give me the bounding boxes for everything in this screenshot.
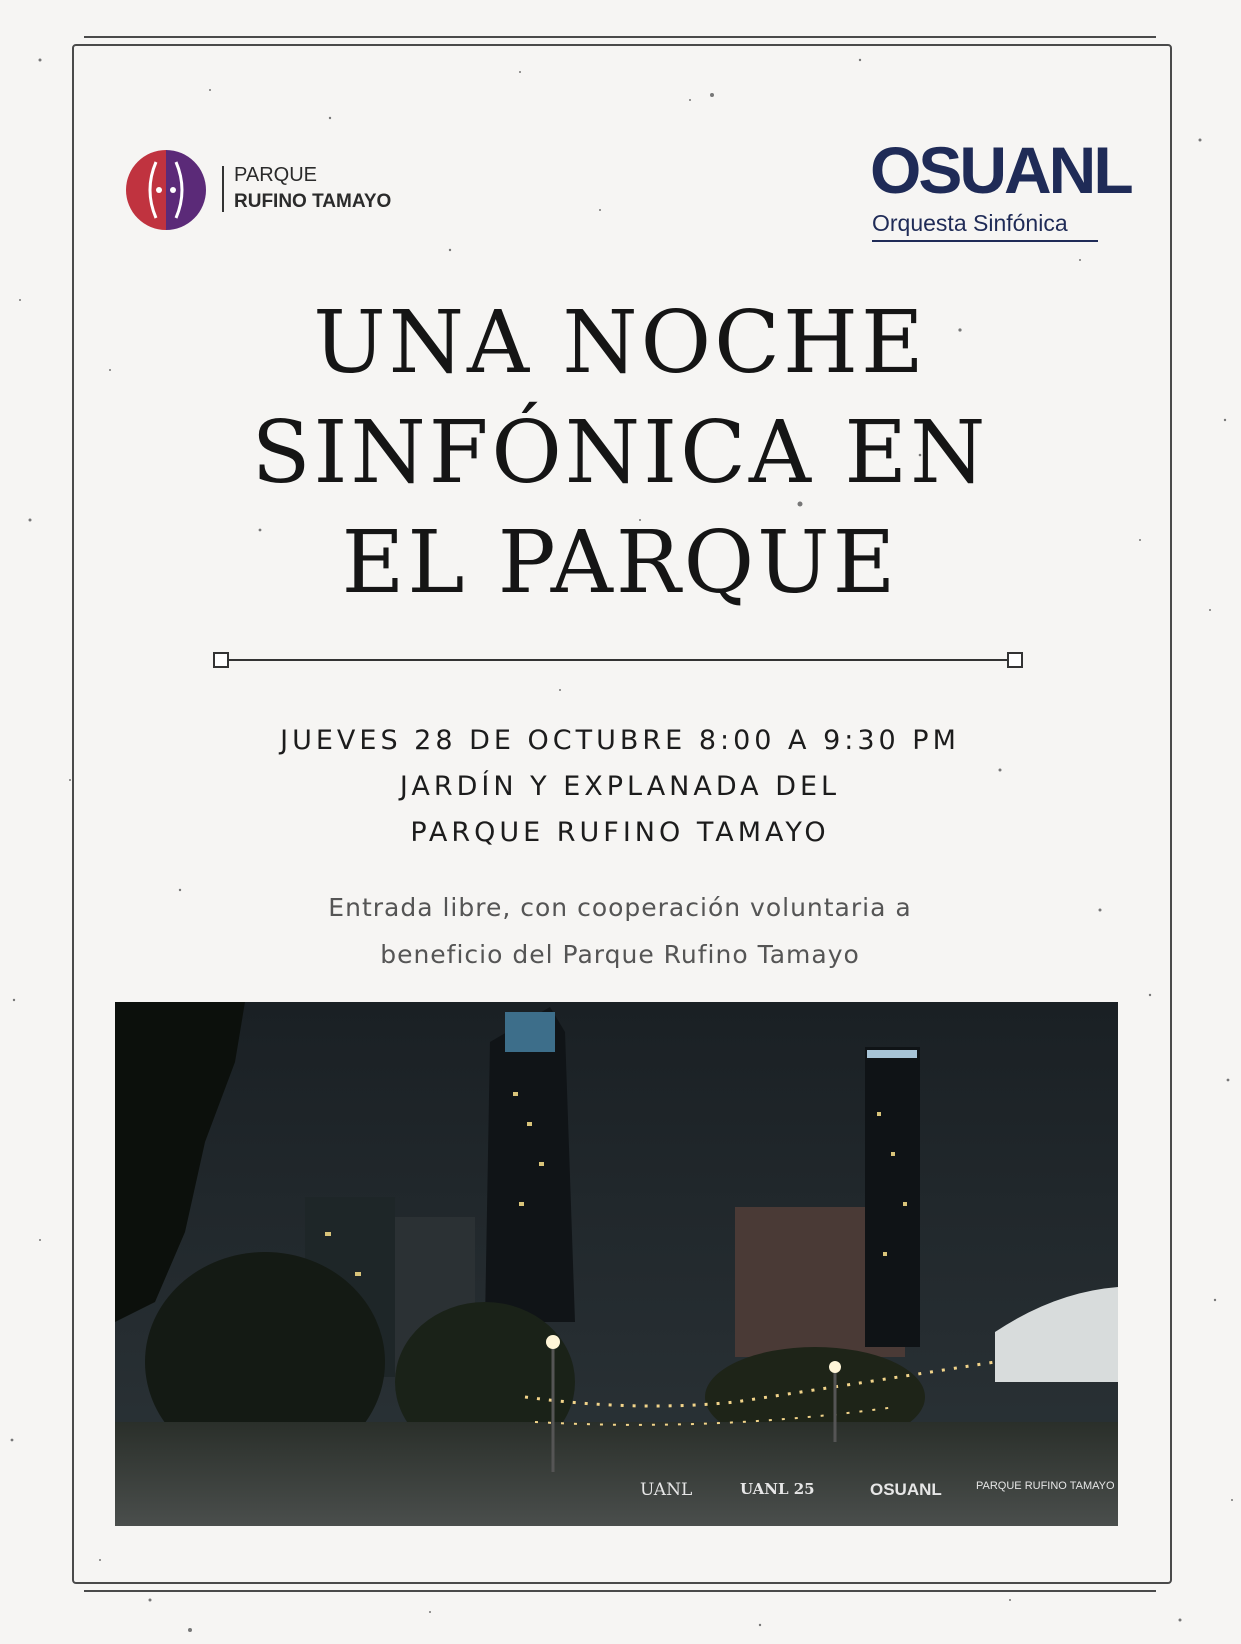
parque-logo-line1: PARQUE xyxy=(234,164,317,186)
entry-note xyxy=(200,884,1040,978)
osuanl-subtitle: Orquesta Sinfónica xyxy=(872,210,1068,236)
parque-small-logo: PARQUE RUFINO TAMAYO xyxy=(976,1480,1115,1492)
title-line-2: SINFÓNICA EN xyxy=(251,403,989,503)
osuanl-wordmark: OSUANL xyxy=(870,133,1131,207)
title-line-3: EL PARQUE xyxy=(341,513,899,613)
entry-note-line2: beneficio del Parque Rufino Tamayo xyxy=(380,940,860,969)
title-divider xyxy=(212,650,1024,670)
event-venue-line2: PARQUE RUFINO TAMAYO xyxy=(410,817,830,848)
cultura-uanl-logo: UANL 25 xyxy=(740,1480,815,1498)
entry-note-line1: Entrada libre, con cooperación voluntaria a xyxy=(328,893,912,922)
uanl-logo: UANL xyxy=(640,1480,693,1500)
event-venue-line1: JARDÍN Y EXPLANADA DEL xyxy=(399,771,841,802)
osuanl-small-logo: OSUANL xyxy=(870,1480,942,1499)
osuanl-logo xyxy=(870,120,1131,250)
page-title xyxy=(150,288,1090,618)
event-datetime: JUEVES 28 DE OCTUBRE 8:00 A 9:30 PM xyxy=(280,725,960,756)
park-night-photo xyxy=(115,1002,1118,1526)
parque-rufino-tamayo-logo xyxy=(124,148,424,238)
logo-separator xyxy=(222,166,224,212)
parque-emblem-icon xyxy=(124,148,214,238)
parque-logo-line2: RUFINO TAMAYO xyxy=(234,191,392,212)
night-skyline-illustration xyxy=(115,1002,1118,1526)
osuanl-underline xyxy=(872,240,1098,242)
sponsor-logos xyxy=(640,1474,1115,1514)
title-line-1: UNA NOCHE xyxy=(313,293,927,393)
event-info xyxy=(170,718,1070,856)
